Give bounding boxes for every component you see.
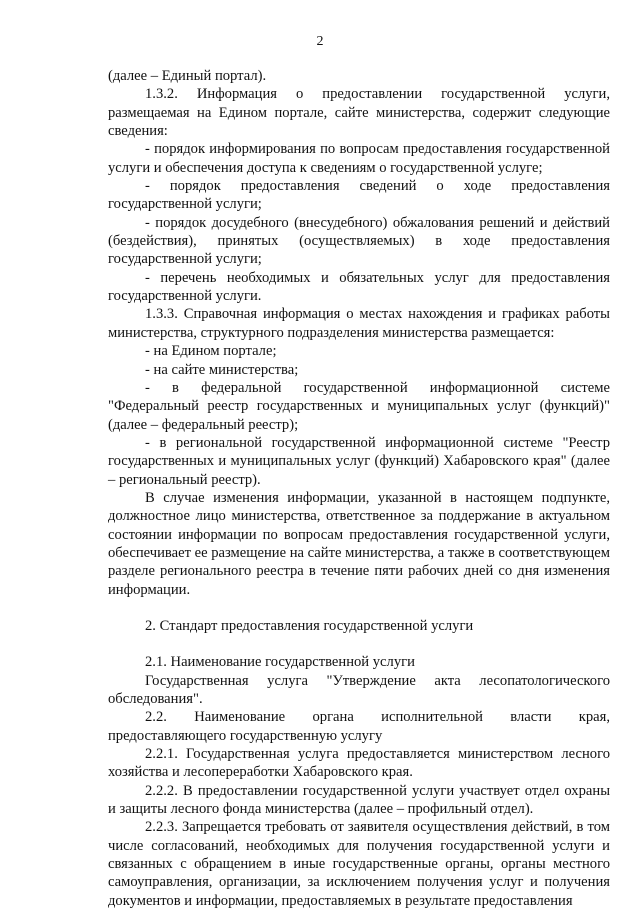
paragraph-1-3-2: 1.3.2. Информация о предоставлении государственной услуги, размещаемая на Едином портале, сайте министерства, содержит следующие сведения: xyxy=(108,86,610,140)
paragraph-info-change: В случае изменения информации, указанной в настоящем подпункте, должностное лицо министерства, ответственное за поддержание в актуальном состоянии информации по вопросам предоставления государственной услуги, обеспечивает ее размещение на сайте министерства, а также в соответствующем разделе регионального реестра в течение пяти рабочих дней со дня изменения информации. xyxy=(108,489,611,598)
section-spacer xyxy=(108,635,610,653)
paragraph-2-1: 2.1. Наименование государственной услуги xyxy=(145,654,415,671)
list-item: - на сайте министерства; xyxy=(145,361,299,378)
list-item: - порядок досудебного (внесудебного) обжалования решений и действий (бездействия), принятых (осуществляемых) в ходе предоставления государственной услуги; xyxy=(108,214,610,268)
list-item: - в федеральной государственной информационной системе "Федеральный реестр государственных и муниципальных услуг (функций)" (далее – федеральный реестр); xyxy=(108,379,610,433)
document-body xyxy=(108,67,610,910)
section-heading-2: 2. Стандарт предоставления государственной услуги xyxy=(145,617,474,634)
list-item: - порядок информирования по вопросам предоставления государственной услуги и обеспечения доступа к сведениям о государственной услуге; xyxy=(108,141,610,176)
list-item: - на Едином портале; xyxy=(145,343,277,360)
section-spacer xyxy=(108,599,610,617)
page-number: 2 xyxy=(316,34,324,49)
paragraph-2-2-2: 2.2.2. В предоставлении государственной услуги участвует отдел охраны и защиты лесного фонда министерства (далее – профильный отдел). xyxy=(108,782,610,818)
paragraph-1-3-3: 1.3.3. Справочная информация о местах нахождения и графиках работы министерства, структурного подразделения министерства размещается: xyxy=(108,306,610,341)
paragraph-2-2-1: 2.2.1. Государственная услуга предоставляется министерством лесного хозяйства и лесопереработки Хабаровского края. xyxy=(108,746,610,781)
list-item: - порядок предоставления сведений о ходе предоставления государственной услуги; xyxy=(108,178,610,213)
paragraph-intro: (далее – Единый портал). xyxy=(108,68,267,84)
paragraph-service-name: Государственная услуга "Утверждение акта лесопатологического обследования". xyxy=(108,672,610,707)
paragraph-2-2-3: 2.2.3. Запрещается требовать от заявителя осуществления действий, в том числе согласований, необходимых для получения государственной услуги и связанных с обращением в иные государственные органы, органы местного самоуправления, организации, за исключением получения услуг и получения документов и информации, предоставляемых в результате предоставления xyxy=(108,819,610,909)
list-item: - в региональной государственной информационной системе "Реестр государственных и муниципальных услуг (функций) Хабаровского края" (далее – региональный реестр). xyxy=(108,434,610,488)
paragraph-2-2: 2.2. Наименование органа исполнительной власти края, предоставляющего государственную услугу xyxy=(108,709,610,744)
list-item: - перечень необходимых и обязательных услуг для предоставления государственной услуги. xyxy=(108,269,610,305)
